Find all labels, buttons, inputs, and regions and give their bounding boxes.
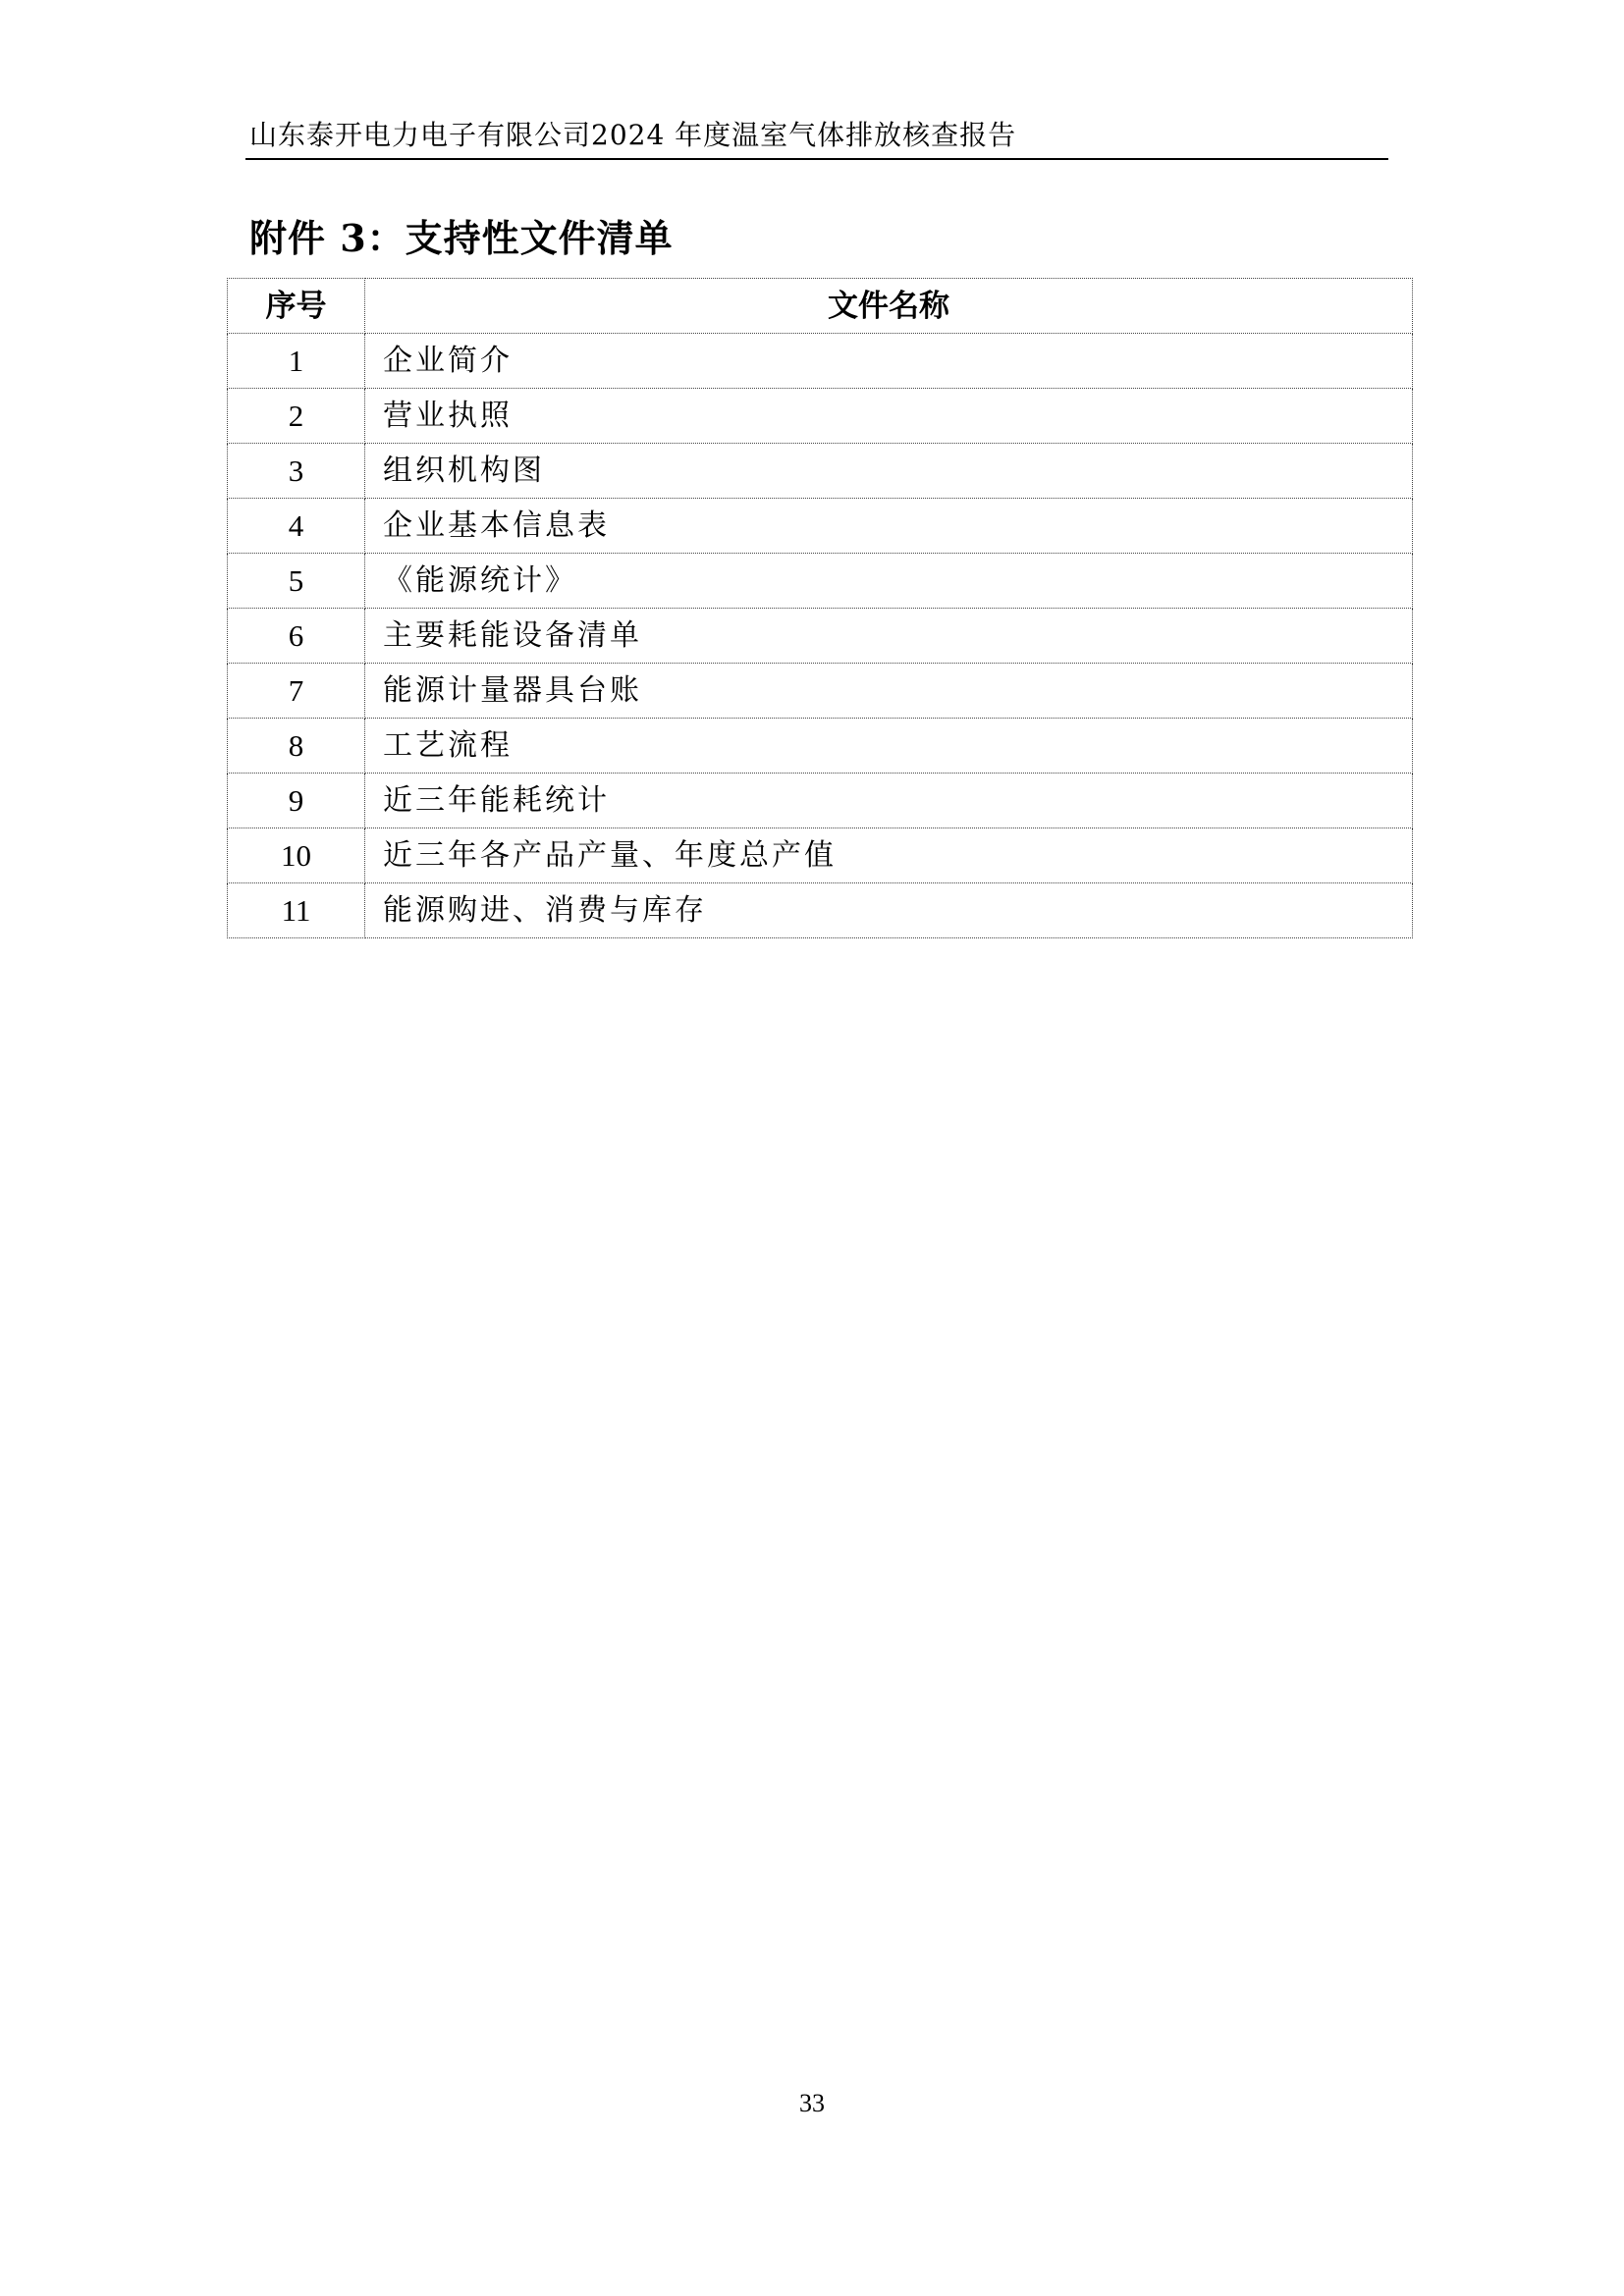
table-row (228, 609, 1413, 664)
table-row (228, 389, 1413, 444)
row-number: 8 (228, 719, 365, 774)
table-row (228, 883, 1413, 938)
row-number: 2 (228, 389, 365, 444)
document-name: 营业执照 (365, 389, 1413, 444)
row-number: 6 (228, 609, 365, 664)
row-number: 4 (228, 499, 365, 554)
document-name: 能源购进、消费与库存 (365, 883, 1413, 938)
row-number: 10 (228, 828, 365, 883)
column-header-number: 序号 (228, 279, 365, 334)
table-row (228, 554, 1413, 609)
row-number: 9 (228, 774, 365, 828)
document-name: 组织机构图 (365, 444, 1413, 499)
row-number: 7 (228, 664, 365, 719)
page-number: 33 (799, 2089, 825, 2117)
supporting-documents-table (227, 278, 1413, 938)
document-name: 近三年各产品产量、年度总产值 (365, 828, 1413, 883)
table-row (228, 719, 1413, 774)
header-divider (245, 158, 1388, 160)
row-number: 1 (228, 334, 365, 389)
table-row (228, 828, 1413, 883)
document-name: 企业基本信息表 (365, 499, 1413, 554)
table-row (228, 444, 1413, 499)
table-row (228, 499, 1413, 554)
document-name: 近三年能耗统计 (365, 774, 1413, 828)
document-name: 主要耗能设备清单 (365, 609, 1413, 664)
table-row (228, 774, 1413, 828)
document-name: 《能源统计》 (365, 554, 1413, 609)
table-header-row (228, 279, 1413, 334)
running-header: 山东泰开电力电子有限公司2024 年度温室气体排放核查报告 (249, 119, 1017, 151)
section-title: 附件 3：支持性文件清单 (249, 216, 674, 260)
table-row (228, 664, 1413, 719)
table-row (228, 334, 1413, 389)
row-number: 5 (228, 554, 365, 609)
document-name: 企业简介 (365, 334, 1413, 389)
column-header-document-name: 文件名称 (365, 279, 1413, 334)
row-number: 3 (228, 444, 365, 499)
document-name: 能源计量器具台账 (365, 664, 1413, 719)
row-number: 11 (228, 883, 365, 938)
document-name: 工艺流程 (365, 719, 1413, 774)
